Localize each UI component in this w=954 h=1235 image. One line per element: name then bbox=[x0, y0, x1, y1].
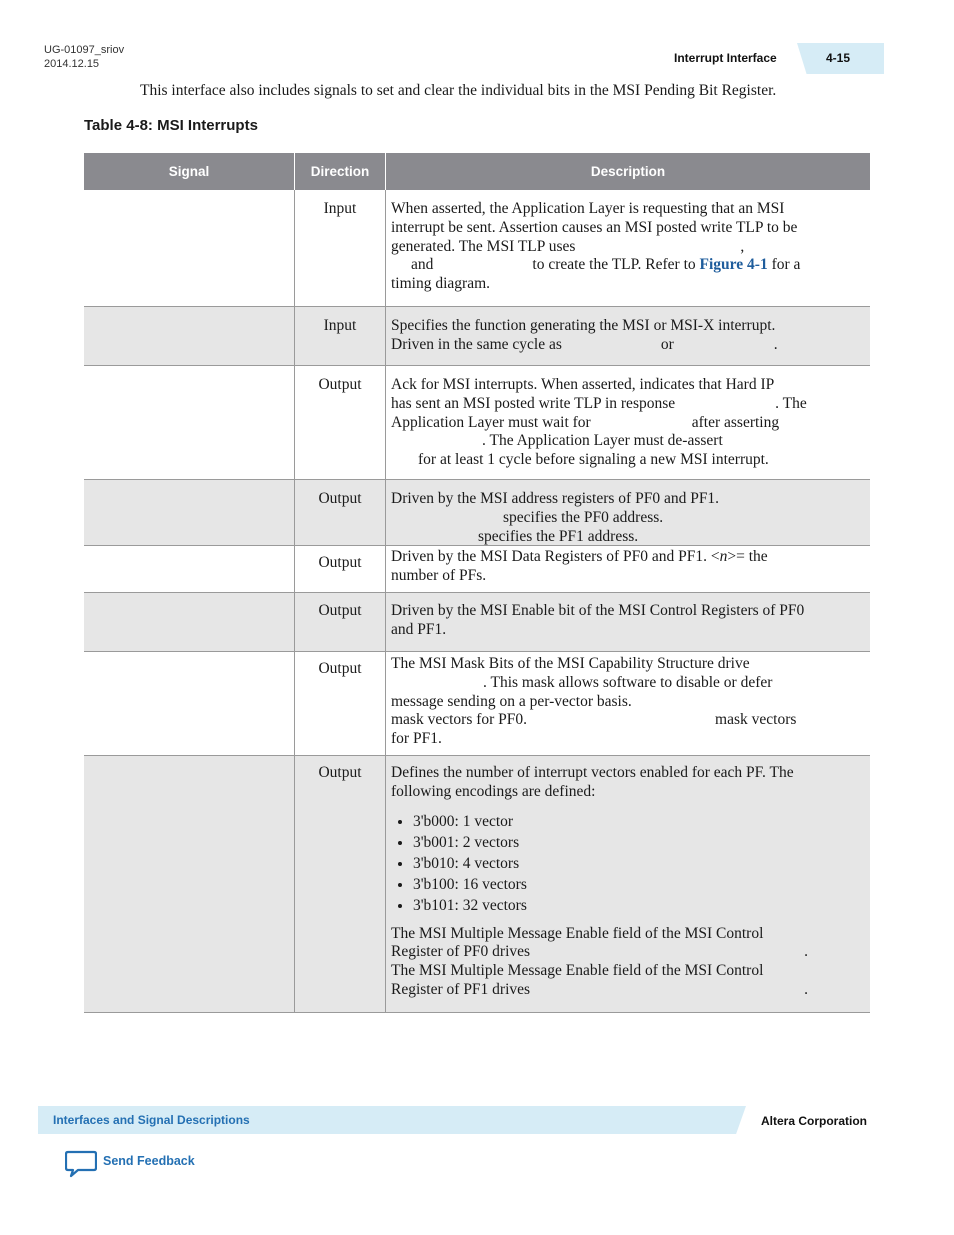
header-section-title: Interrupt Interface bbox=[674, 51, 777, 65]
column-header-description: Description bbox=[590, 164, 666, 179]
feedback-icon[interactable] bbox=[65, 1150, 97, 1178]
table-row bbox=[84, 480, 870, 546]
direction-cell: Output bbox=[295, 366, 386, 479]
table-row bbox=[84, 593, 870, 652]
description-cell: The MSI Mask Bits of the MSI Capability Structure drive . This mask allows software to disable or defer message sending on a per-vector basis. mask vectors for PF0. mask vectors for PF1. bbox=[391, 655, 797, 748]
footer-company: Altera Corporation bbox=[761, 1114, 868, 1128]
list-item: • 3'b100: 16 vectors bbox=[413, 874, 860, 895]
description-cell: Driven by the MSI Enable bit of the MSI Control Registers of PF0 and PF1. bbox=[391, 602, 805, 638]
table-row bbox=[84, 546, 870, 593]
signal-cell bbox=[84, 546, 295, 592]
description-cell: Defines the number of interrupt vectors enabled for each PF. The following encodings are defined: • 3'b000: 1 vector • 3'b001: 2 vectors • 3'b010: 4 vectors • 3'b100: 16 vectors • 3'b101: 32 vectors The MSI Multiple Message Enable field of the MSI Control Register of PF0 drives . The MSI Multiple Message Enable field of the MSI Control Register of PF1 drives . bbox=[386, 756, 870, 1012]
description-cell: Specifies the function generating the MSI or MSI-X interrupt. Driven in the same cycle as or . bbox=[391, 317, 778, 353]
direction-cell: Input bbox=[295, 190, 386, 306]
column-header-signal: Signal bbox=[84, 153, 295, 190]
doc-id-block bbox=[44, 43, 124, 71]
direction-cell: Output bbox=[295, 756, 386, 1012]
description-cell: Driven by the MSI address registers of PF0 and PF1. specifies the PF0 address. specifies the PF1 address. bbox=[391, 490, 720, 545]
column-header-direction: Direction bbox=[295, 153, 386, 190]
encoding-list bbox=[391, 811, 860, 916]
list-item: • 3'b000: 1 vector bbox=[413, 811, 860, 832]
signal-cell bbox=[84, 307, 295, 365]
table-row bbox=[84, 190, 870, 307]
signal-cell bbox=[84, 652, 295, 755]
signal-cell bbox=[84, 756, 295, 1012]
msi-interrupts-table bbox=[84, 153, 870, 1013]
signal-cell bbox=[84, 593, 295, 651]
table-row bbox=[84, 652, 870, 756]
direction-cell: Output bbox=[295, 480, 386, 545]
table-row bbox=[84, 366, 870, 480]
list-item: • 3'b010: 4 vectors bbox=[413, 853, 860, 874]
description-cell: Ack for MSI interrupts. When asserted, indicates that Hard IP has sent an MSI posted write TLP in response . The Application Layer must wait for after asserting . The Application Layer must de-assert for at least 1 cycle before signaling a new MSI interrupt. bbox=[391, 376, 807, 469]
signal-cell bbox=[84, 190, 295, 306]
table-row bbox=[84, 307, 870, 366]
table-header bbox=[84, 153, 870, 190]
intro-paragraph: This interface also includes signals to set and clear the individual bits in the MSI Pending Bit Register. bbox=[140, 82, 777, 99]
signal-cell bbox=[84, 366, 295, 479]
direction-cell: Output bbox=[295, 652, 386, 755]
header-page-number: 4-15 bbox=[826, 51, 851, 65]
doc-id: UG-01097_sriov bbox=[44, 44, 125, 56]
figure-4-1-link[interactable]: Figure 4-1 bbox=[699, 256, 768, 274]
description-cell: Driven by the MSI Data Registers of PF0 and PF1. <n>= the number of PFs. bbox=[391, 548, 768, 584]
table-row bbox=[84, 756, 870, 1013]
list-item: • 3'b101: 32 vectors bbox=[413, 895, 860, 916]
footer-section-link[interactable]: Interfaces and Signal Descriptions bbox=[53, 1113, 250, 1127]
table-caption: Table 4-8: MSI Interrupts bbox=[84, 117, 258, 134]
doc-date: 2014.12.15 bbox=[44, 58, 100, 70]
direction-cell: Output bbox=[295, 546, 386, 592]
direction-cell: Input bbox=[295, 307, 386, 365]
list-item: • 3'b001: 2 vectors bbox=[413, 832, 860, 853]
description-cell: When asserted, the Application Layer is requesting that an MSI interrupt be sent. Assertion causes an MSI posted write TLP to be generated. The MSI TLP uses , and to create the TLP. Refer to Figure 4-1 for a timing diagram. bbox=[391, 200, 801, 293]
signal-cell bbox=[84, 480, 295, 545]
direction-cell: Output bbox=[295, 593, 386, 651]
send-feedback-link[interactable]: Send Feedback bbox=[103, 1154, 195, 1168]
